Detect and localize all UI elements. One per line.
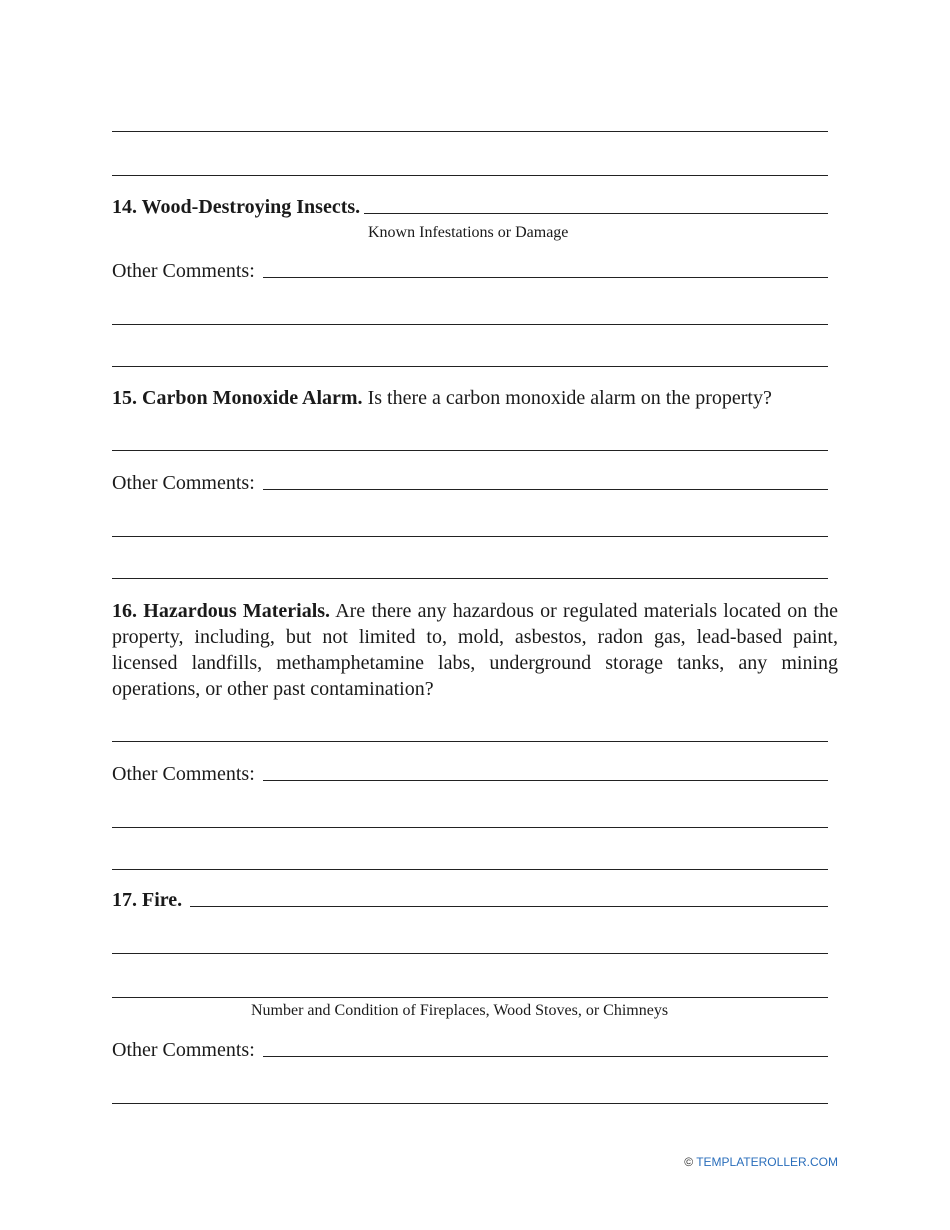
- comments-row: [112, 473, 828, 493]
- comments-field[interactable]: [263, 1056, 828, 1057]
- copyright-symbol: ©: [684, 1155, 694, 1169]
- comments-label: Other Comments:: [112, 260, 255, 282]
- blank-line[interactable]: [112, 366, 828, 367]
- co-alarm-heading: 15. Carbon Monoxide Alarm.: [112, 387, 363, 409]
- co-alarm-row: [112, 388, 838, 408]
- blank-line[interactable]: [112, 997, 828, 998]
- wood-insects-field[interactable]: [364, 213, 828, 214]
- comments-label: Other Comments:: [112, 763, 255, 785]
- hazardous-question: Are there any hazardous or regulated materials located on the property, including, but not limited to, mold, asbestos, radon gas, lead-based paint, licensed landfills, methamphetamine labs, underground storage tanks, any mining operations, or other past contamination?: [112, 600, 838, 700]
- templateroller-link[interactable]: TEMPLATEROLLER.COM: [696, 1155, 838, 1169]
- comments-label: Other Comments:: [112, 472, 255, 494]
- comments-row: [112, 764, 828, 784]
- wood-insects-heading: 14. Wood-Destroying Insects.: [112, 196, 361, 218]
- fire-field[interactable]: [190, 906, 828, 907]
- hazardous-paragraph: [112, 598, 838, 702]
- wood-insects-row: [112, 197, 828, 217]
- blank-line[interactable]: [112, 450, 828, 451]
- blank-line[interactable]: [112, 324, 828, 325]
- blank-line[interactable]: [112, 741, 828, 742]
- blank-line[interactable]: [112, 827, 828, 828]
- comments-row: [112, 261, 828, 281]
- co-alarm-question: Is there a carbon monoxide alarm on the property?: [367, 387, 772, 409]
- hazardous-heading: 16. Hazardous Materials.: [112, 600, 331, 622]
- wood-insects-caption: Known Infestations or Damage: [368, 224, 569, 241]
- comments-field[interactable]: [263, 489, 828, 490]
- blank-line[interactable]: [112, 1103, 828, 1104]
- footer: [684, 1155, 838, 1169]
- blank-line[interactable]: [112, 869, 828, 870]
- blank-line[interactable]: [112, 131, 828, 132]
- fire-heading: 17. Fire.: [112, 889, 183, 911]
- blank-line[interactable]: [112, 536, 828, 537]
- comments-label: Other Comments:: [112, 1039, 255, 1061]
- blank-line[interactable]: [112, 578, 828, 579]
- blank-line[interactable]: [112, 175, 828, 176]
- fire-row: [112, 890, 828, 910]
- blank-line[interactable]: [112, 953, 828, 954]
- comments-field[interactable]: [263, 780, 828, 781]
- comments-row: [112, 1040, 828, 1060]
- comments-field[interactable]: [263, 277, 828, 278]
- fire-caption: Number and Condition of Fireplaces, Wood Stoves, or Chimneys: [251, 1002, 669, 1019]
